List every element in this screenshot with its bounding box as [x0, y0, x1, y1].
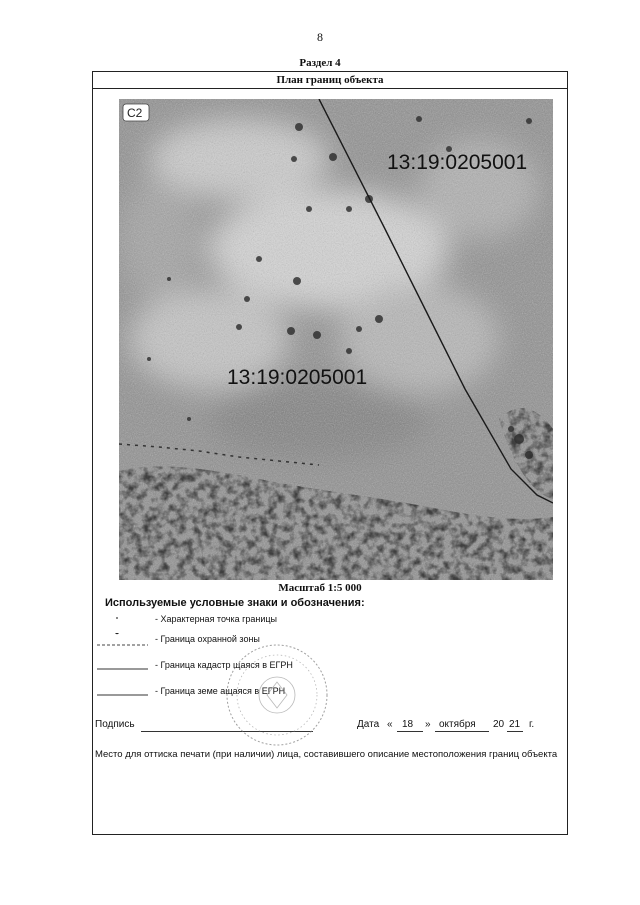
year-line [507, 731, 523, 732]
legend-item: - Граница кадастр щаяся в ЕГРН [95, 659, 545, 673]
aerial-map [119, 99, 553, 580]
solid-line-icon [95, 659, 150, 673]
legend-item: - Граница земе ащаяся в ЕГРН [95, 685, 545, 699]
date-year-prefix: 20 [493, 719, 505, 730]
map-parcel-label-2: 13:19:0205001 [227, 366, 368, 389]
scale-label: Масштаб 1:5 000 [278, 582, 362, 594]
date-day: 18 [402, 719, 414, 730]
legend-item: - Граница охранной зоны [95, 633, 545, 647]
legend-item: - Характерная точка границы [95, 613, 545, 627]
date-quote-close: » [425, 719, 431, 730]
dashed-line-icon [95, 633, 150, 647]
month-line [435, 731, 489, 732]
map-parcel-label-1: 13:19:0205001 [387, 151, 528, 174]
date-month: октября [439, 719, 476, 730]
solid-line-icon [95, 685, 150, 699]
date-year-unit: г. [529, 719, 535, 730]
page-number: 8 [317, 30, 323, 44]
point-icon [95, 613, 150, 627]
date-year-suffix: 21 [509, 719, 521, 730]
section-heading: Раздел 4 [299, 57, 341, 69]
seal-stamp [222, 640, 332, 750]
legend-title: Используемые условные знаки и обозначения: [105, 597, 365, 609]
frame-title: План границ объекта [93, 71, 567, 89]
stamp-note: Место для оттиска печати (при наличии) лица, составившего описание местоположения границ объекта [95, 749, 558, 760]
signature-label: Подпись [95, 719, 135, 730]
day-line [397, 731, 423, 732]
map-corner-label: С2 [127, 106, 143, 120]
date-label: Дата [357, 719, 380, 730]
date-quote-open: « [387, 719, 393, 730]
